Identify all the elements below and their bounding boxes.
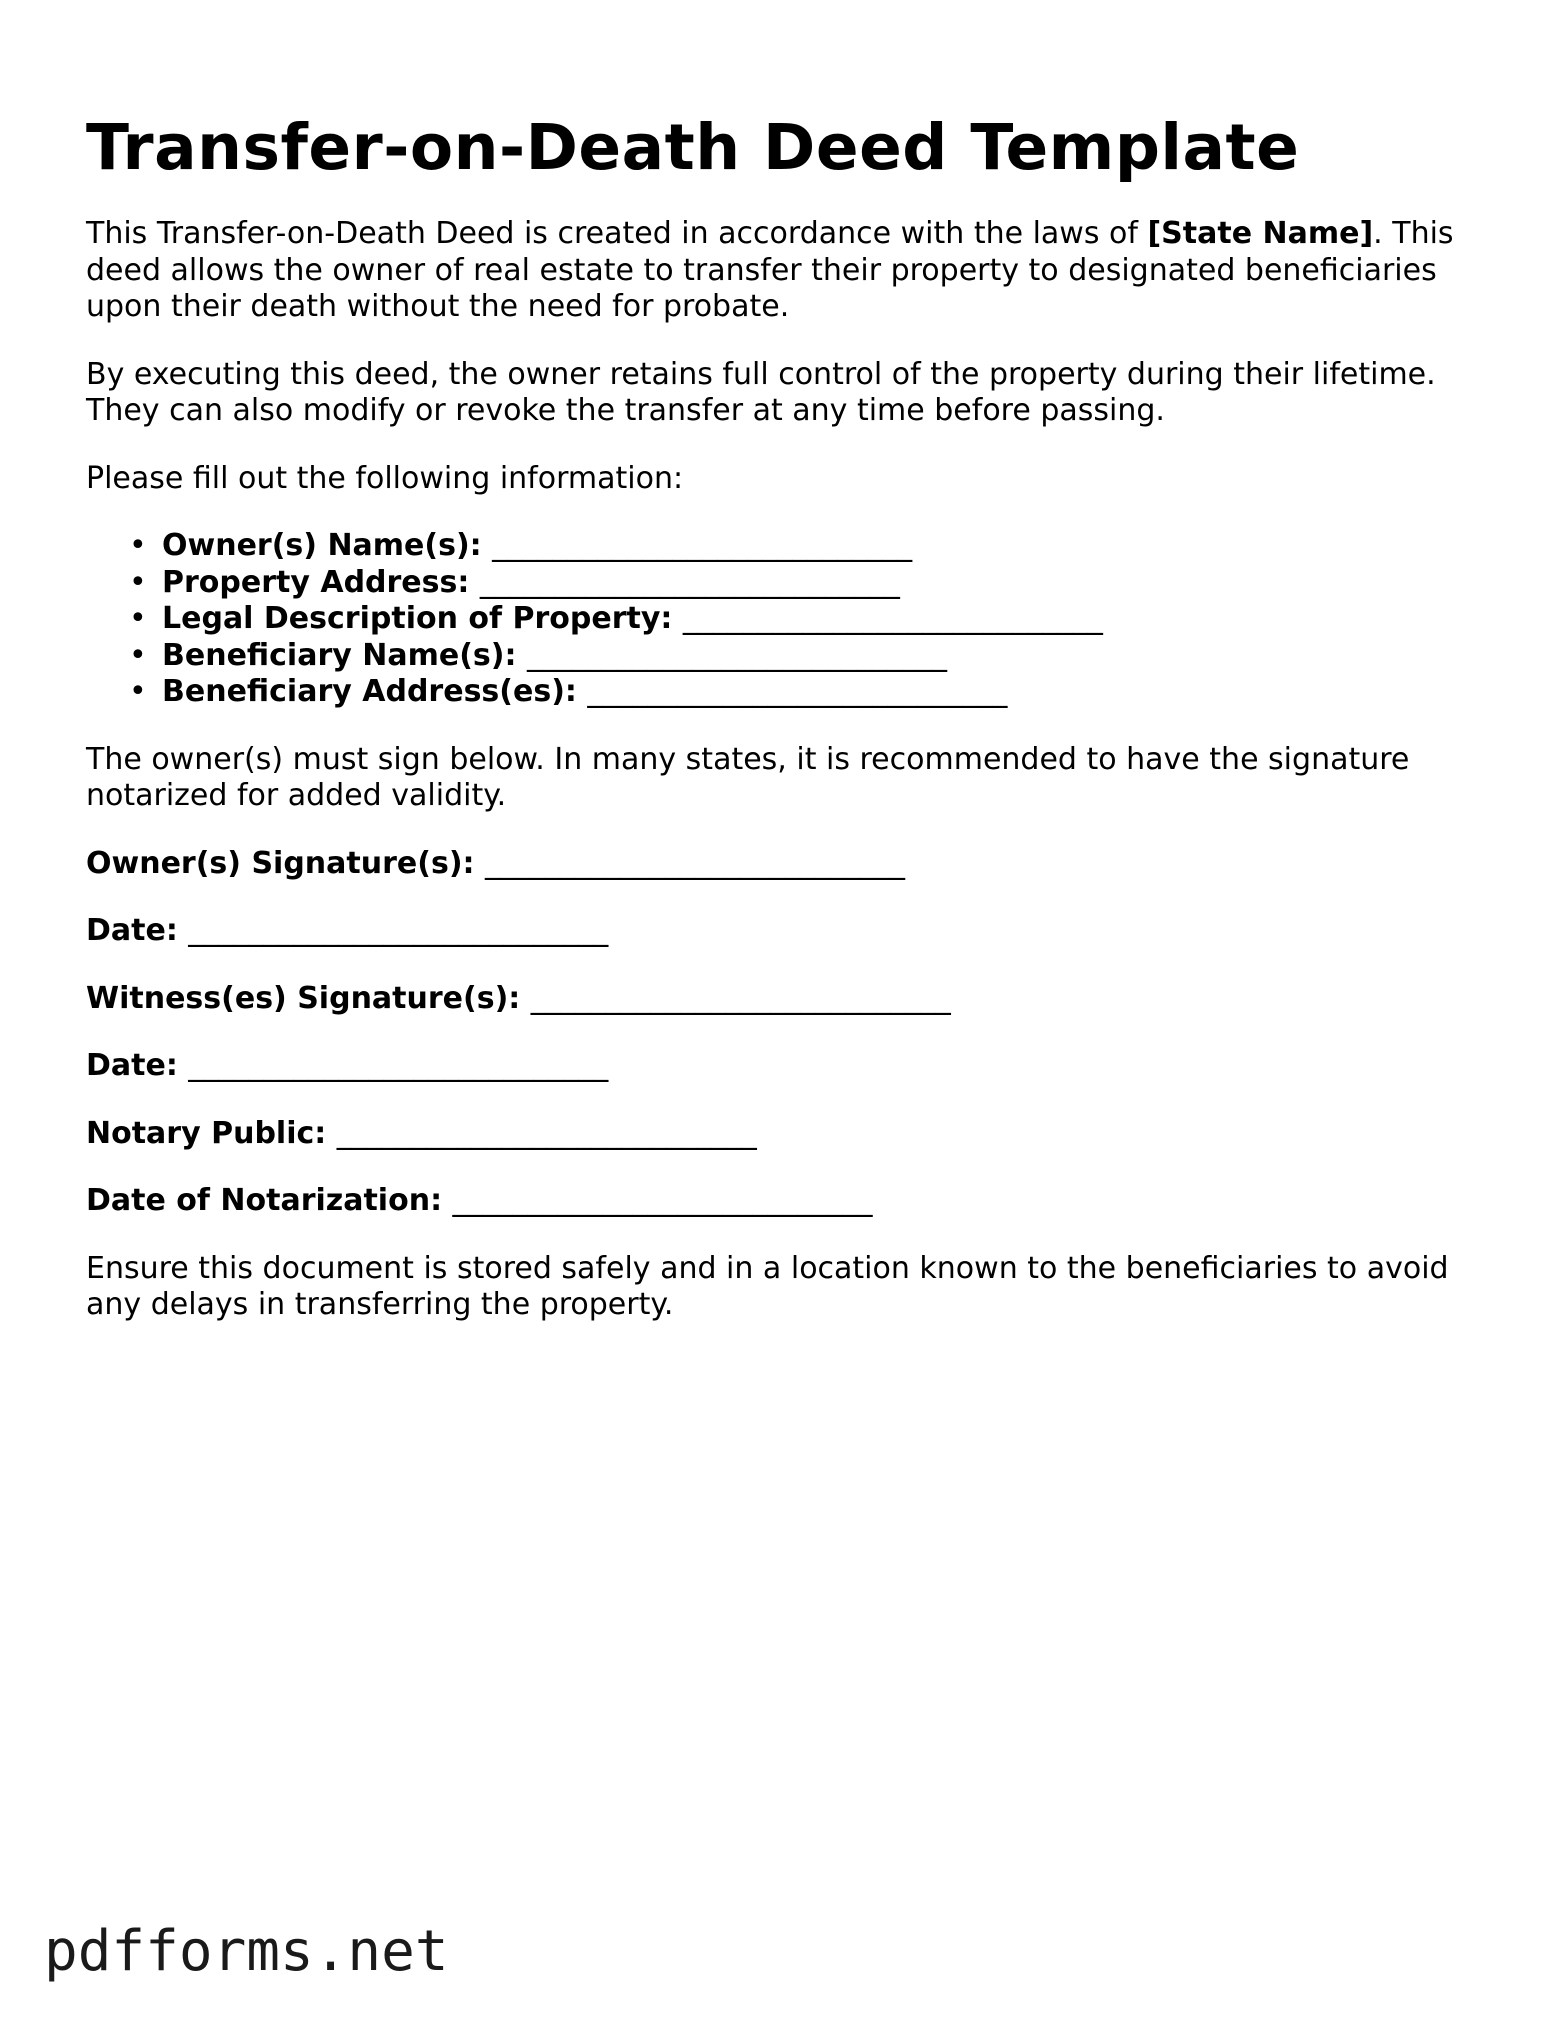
bullet-icon: • xyxy=(129,674,147,709)
field-label: Beneficiary Name(s): xyxy=(162,637,517,673)
control-paragraph: By executing this deed, the owner retains full control of the property during their lifetime. They can also modify or revoke the transfer at any time before passing. xyxy=(86,356,1436,428)
property-address-blank[interactable]: ____________________________ xyxy=(479,564,900,600)
notary-public-line xyxy=(86,1116,1486,1153)
witness-signature-line xyxy=(86,981,1486,1018)
bullet-icon: • xyxy=(129,601,147,636)
witness-date-line xyxy=(86,1048,1486,1085)
notarization-date-line xyxy=(86,1183,1486,1220)
field-label: Owner(s) Signature(s): xyxy=(86,845,475,881)
legal-description-blank[interactable]: ____________________________ xyxy=(682,601,1103,636)
intro-suffix: . This deed allows the owner of real estate to transfer their property to designated beneficiaries upon their death without the need for probate. xyxy=(86,216,1454,324)
fill-instructions: Please fill out the following information: xyxy=(86,460,684,496)
beneficiary-addresses-blank[interactable]: ____________________________ xyxy=(587,674,1008,709)
owner-signature-blank[interactable]: ____________________________ xyxy=(484,845,905,881)
list-item-legal-description xyxy=(129,601,1486,638)
list-item-beneficiary-names xyxy=(129,637,1486,675)
closing-paragraph: Ensure this document is stored safely and in a location known to the beneficiaries to avoid any delays in transferring the property. xyxy=(86,1250,1449,1322)
field-label: Date of Notarization: xyxy=(86,1183,443,1218)
list-item-beneficiary-addresses xyxy=(129,674,1486,711)
owner-date-line xyxy=(86,913,1486,950)
bullet-icon: • xyxy=(129,528,147,563)
witness-signature-blank[interactable]: ____________________________ xyxy=(530,980,951,1016)
intro-prefix: This Transfer-on-Death Deed is created in accordance with the laws of xyxy=(86,216,1148,251)
notary-public-blank[interactable]: ____________________________ xyxy=(336,1115,757,1151)
list-item-owner-names xyxy=(129,528,1486,565)
owner-signature-line xyxy=(86,846,1486,883)
signature-instructions: The owner(s) must sign below. In many states, it is recommended to have the signature notarized for added validity. xyxy=(86,741,1410,813)
list-item-property-address xyxy=(129,564,1486,602)
notarization-date-blank[interactable]: ____________________________ xyxy=(452,1183,873,1218)
field-label: Legal Description of Property: xyxy=(162,601,673,636)
info-field-list xyxy=(86,528,1486,711)
site-watermark: pdfforms.net xyxy=(44,1919,449,1984)
document-title: Transfer-on-Death Deed Template xyxy=(86,111,1300,184)
intro-paragraph xyxy=(86,216,1486,326)
field-label: Beneficiary Address(es): xyxy=(162,674,577,709)
state-name-placeholder: [State Name] xyxy=(1147,216,1374,251)
beneficiary-names-blank[interactable]: ____________________________ xyxy=(526,637,947,673)
field-label: Notary Public: xyxy=(86,1115,327,1151)
field-label: Date: xyxy=(86,913,178,948)
bullet-icon: • xyxy=(129,637,147,673)
owner-date-blank[interactable]: ____________________________ xyxy=(188,913,609,948)
document-page xyxy=(86,108,1486,1324)
field-label: Date: xyxy=(86,1048,178,1083)
witness-date-blank[interactable]: ____________________________ xyxy=(188,1048,609,1083)
field-label: Owner(s) Name(s): xyxy=(162,528,482,563)
field-label: Witness(es) Signature(s): xyxy=(86,980,521,1016)
bullet-icon: • xyxy=(129,564,147,600)
field-label: Property Address: xyxy=(162,564,470,600)
owner-names-blank[interactable]: ____________________________ xyxy=(492,528,913,563)
